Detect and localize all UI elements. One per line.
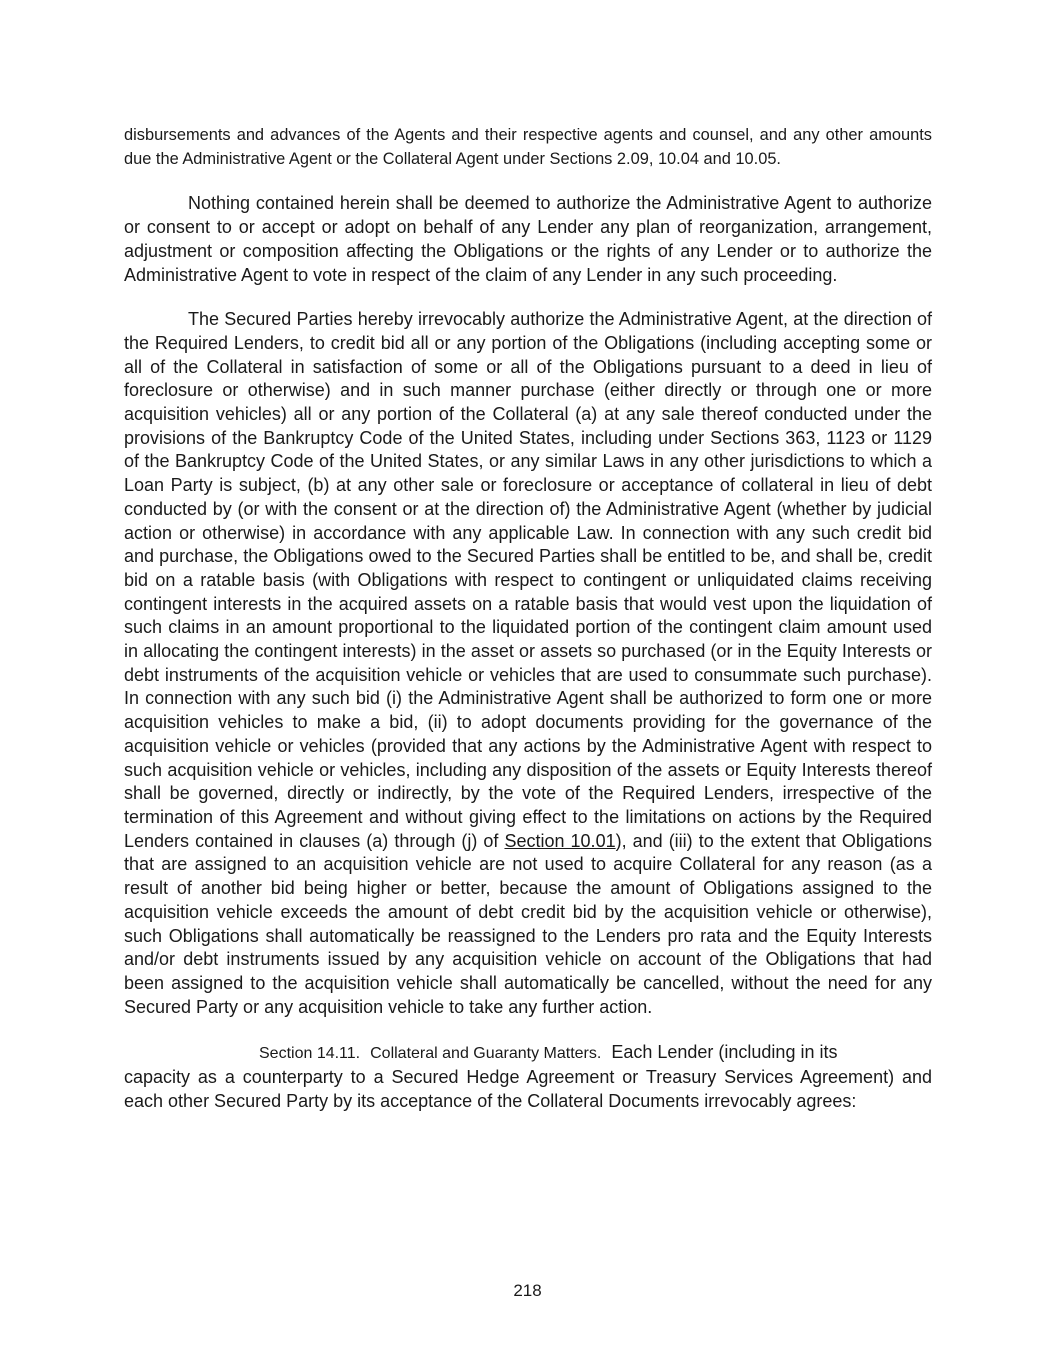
paragraph-disbursements: disbursements and advances of the Agents and their respective agents and counsel, and any other amounts due the Administrative Agent or the Collateral Agent under Sections 2.09, 10.04 and 10.05.: [124, 126, 932, 168]
section-title: Collateral and Guaranty Matters.: [370, 1045, 602, 1063]
section-14-11: [124, 1041, 932, 1113]
credit-bid-text-start: The Secured Parties hereby irrevocably authorize the Administrative Agent, at the direction of the Required Lenders, to credit bid all or any portion of the Obligations (including accepting some or all of the Collateral in satisfaction of some or all of the Obligations pursuant to a deed in lieu of foreclosure or otherwise) and in such manner purchase (either directly or through one or more acquisition vehicles) all or any portion of the Collateral (a) at any sale thereof conducted under the provisions of the Bankruptcy Code of the United States, including under Sections 363, 1123 or 1129 of the Bankruptcy Code of the United States, or any similar Laws in any other jurisdictions to which a Loan Party is subject, (b) at any other sale or foreclosure or acceptance of collateral in lieu of debt conducted by (or with the consent or at the direction of) the Administrative Agent (whether by judicial action or otherwise) in accordance with any applicable Law. In connection with any such credit bid and purchase, the Obligations owed to the Secured Parties shall be entitled to be, and shall be, credit bid on a ratable basis (with Obligations with respect to contingent or unliquidated claims receiving contingent interests in the acquired assets on a ratable basis that would vest upon the liquidation of such claims in an amount proportional to the liquidated portion of the contingent claim amount used in allocating the contingent interests) in the asset or assets so purchased (or in the Equity Interests or debt instruments of the acquisition vehicle or vehicles that are used to consummate such purchase). In connection with any such bid (i) the Administrative Agent shall be authorized to form one or more acquisition vehicles to make a bid, (ii) to adopt documents providing for the governance of the acquisition vehicle or vehicles (provided that any actions by the Administrative Agent with respect to such acquisition vehicle or vehicles, including any disposition of the assets or Equity Interests thereof shall be governed, directly or indirectly, by the vote of the Required Lenders, irrespective of the termination of this Agreement and without giving effect to the limitations on actions by the Required Lenders contained in clauses (a) through (j) of: [124, 309, 932, 851]
section-number: Section 14.11.: [259, 1045, 361, 1063]
document-page: [124, 124, 932, 1113]
paragraph-credit-bid: [124, 308, 932, 1019]
paragraph-nothing-contained: Nothing contained herein shall be deemed to authorize the Administrative Agent to authorize or consent to or accept or adopt on behalf of any Lender any plan of reorganization, arrangement, adjustment or composition affecting the Obligations or the rights of any Lender or to authorize the Administrative Agent to vote in respect of the claim of any Lender in any such proceeding.: [124, 193, 932, 285]
page-number: 218: [513, 1281, 542, 1300]
credit-bid-text-end: ), and (iii) to the extent that Obligations that are assigned to an acquisition vehicle are not used to acquire Collateral for any reason (as a result of another bid being higher or better, because the amount of Obligations assigned to the acquisition vehicle exceeds the amount of debt credit bid by the acquisition vehicle or otherwise), such Obligations shall automatically be reassigned to the Lenders pro rata and the Equity Interests and/or debt instruments issued by any acquisition vehicle on account of the Obligations that had been assigned to the acquisition vehicle shall automatically be cancelled, without the need for any Secured Party or any acquisition vehicle to take any further action.: [124, 830, 932, 1017]
section-lead-text: Each Lender (including in its: [611, 1042, 838, 1063]
section-heading-line: [124, 1041, 932, 1066]
section-body-text: capacity as a counterparty to a Secured Hedge Agreement or Treasury Services Agreement) and each other Secured Party by its acceptance of the Collateral Documents irrevocably agrees:: [124, 1067, 932, 1111]
section-10-01-reference: Section 10.01: [504, 830, 616, 851]
